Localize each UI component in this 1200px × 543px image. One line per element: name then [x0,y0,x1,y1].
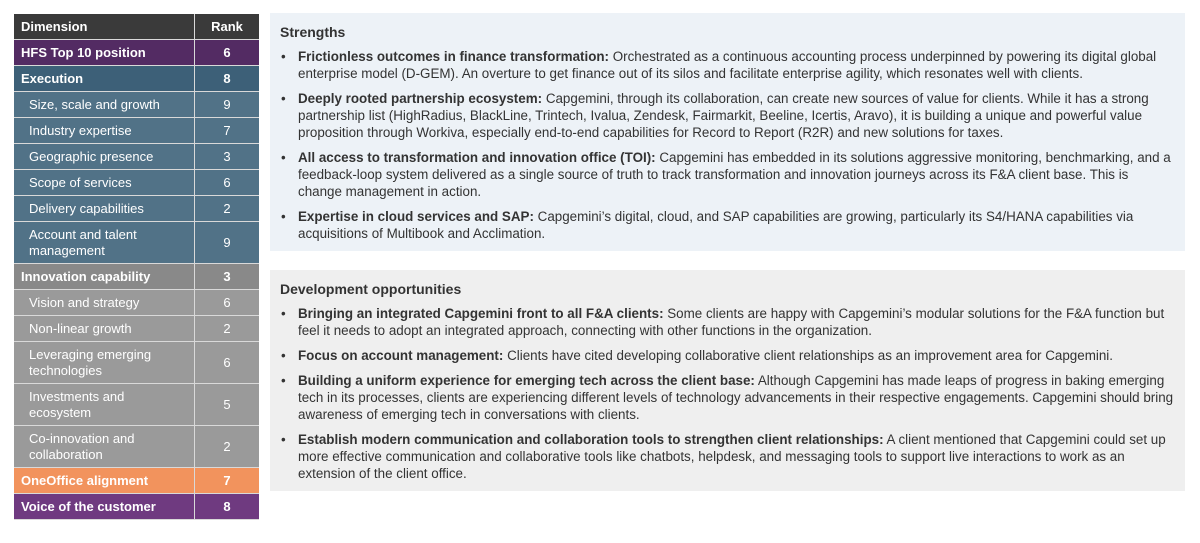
development-title: Development opportunities [280,281,462,297]
dimension-cell: Innovation capability [14,264,195,290]
dimension-cell: Delivery capabilities [14,196,195,222]
item-heading: Deeply rooted partnership ecosystem: [298,91,543,106]
bullet-icon: • [281,49,286,64]
table-row [14,144,259,170]
rank-cell: 2 [195,316,260,342]
bullet-icon: • [281,432,286,447]
list-item [280,48,1175,82]
item-heading: Focus on account management: [298,348,504,363]
table-row-oneoffice [14,468,259,494]
rank-cell: 9 [195,92,260,118]
rank-cell: 8 [195,66,260,92]
dimension-cell: Non-linear growth [14,316,195,342]
item-text: Capgemini’s digital, cloud, and SAP capabilities are growing, particularly its S4/HANA capabilities via acquisitions of Multibook and Acclimation. [298,209,1134,241]
dimension-header: Dimension [14,14,195,40]
bullet-icon: • [281,91,286,106]
list-item [280,149,1175,200]
dimension-cell: Size, scale and growth [14,92,195,118]
item-text: Capgemini has embedded in its solutions aggressive monitoring, benchmarking, and a feedback-loop system delivered as a single source of truth to track transformation and innovation journeys across its F&A client base. This is change management in action. [298,150,1171,199]
table-row [14,290,259,316]
list-item [280,305,1175,339]
dimension-cell: Voice of the customer [14,494,195,520]
bullet-icon: • [281,306,286,321]
item-text: Some clients are happy with Capgemini’s modular solutions for the F&A function but feel it needs to adopt an integrated approach, connecting with other functions in the organization. [298,306,1165,338]
development-list [280,305,1175,482]
dimension-cell: Leveraging emerging technologies [14,342,195,384]
dimension-cell: Co-innovation and collaboration [14,426,195,468]
rank-cell: 2 [195,196,260,222]
rank-cell: 3 [195,144,260,170]
dimension-cell: Investments and ecosystem [14,384,195,426]
table-row [14,170,259,196]
rank-cell: 2 [195,426,260,468]
list-item [280,431,1175,482]
list-item [280,347,1175,364]
rank-cell: 5 [195,384,260,426]
table-row [14,92,259,118]
table-row [14,426,259,468]
rank-cell: 9 [195,222,260,264]
list-item [280,372,1175,423]
table-row [14,316,259,342]
table-row [14,384,259,426]
dimension-cell: Industry expertise [14,118,195,144]
rank-header: Rank [195,14,260,40]
list-item [280,208,1175,242]
table-row-voice-of-customer [14,494,259,520]
bullet-icon: • [281,209,286,224]
development-opportunities-panel [270,270,1185,491]
item-text: Although Capgemini has made leaps of progress in baking emerging tech in its processes, clients are experiencing different levels of technology advancements in their respective engagements. Capgemini should bring awareness of emerging tech in conversations with clients. [298,373,1174,422]
rank-cell: 6 [195,40,260,66]
strengths-title: Strengths [280,24,346,40]
dimension-cell: HFS Top 10 position [14,40,195,66]
bullet-icon: • [281,348,286,363]
rank-cell: 6 [195,170,260,196]
table-row [14,196,259,222]
item-text: Clients have cited developing collaborative client relationships as an improvement area for Capgemini. [503,348,1113,363]
dimension-cell: Vision and strategy [14,290,195,316]
rank-cell: 6 [195,290,260,316]
rank-cell: 7 [195,118,260,144]
dimension-cell: Geographic presence [14,144,195,170]
item-heading: Frictionless outcomes in finance transformation: [298,49,610,64]
dimension-cell: Execution [14,66,195,92]
strengths-panel [270,13,1185,251]
table-row-innovation [14,264,259,290]
table-row [14,118,259,144]
rank-table [14,14,259,520]
rank-cell: 7 [195,468,260,494]
rank-cell: 8 [195,494,260,520]
bullet-icon: • [281,150,286,165]
item-text: A client mentioned that Capgemini could set up more effective communication and collaborative tools like chatbots, helpdesk, and messaging tools to support live interactions to work as an extension of the client office. [298,432,1166,481]
table-header-row [14,14,259,40]
item-text: Capgemini, through its collaboration, can create new sources of value for clients. While it has a strong partnership list (HighRadius, BlackLine, Trintech, Ivalua, Zendesk, Fairmarkit, Beeline, Icertis, Aravo), it is building a unique and powerful value proposition through Workiva, especially end-to-end capabilities for Record to Report (R2R) and new solutions for taxes. [298,91,1149,140]
bullet-icon: • [281,373,286,388]
table-row-hfs-top10 [14,40,259,66]
item-text: Orchestrated as a continuous accounting process underpinned by powering its digital global enterprise model (D-GEM). An overture to get finance out of its silos and facilitate enterprise agility, which resonates well with clients. [298,49,1157,81]
table-row-execution [14,66,259,92]
list-item [280,90,1175,141]
dimension-cell: OneOffice alignment [14,468,195,494]
table-row [14,342,259,384]
dimension-cell: Scope of services [14,170,195,196]
item-heading: Building a uniform experience for emerging tech across the client base: [298,373,755,388]
item-heading: Bringing an integrated Capgemini front to all F&A clients: [298,306,664,321]
strengths-list [280,48,1175,242]
rank-cell: 6 [195,342,260,384]
item-heading: Expertise in cloud services and SAP: [298,209,534,224]
item-heading: Establish modern communication and collaboration tools to strengthen client relationships: [298,432,884,447]
item-heading: All access to transformation and innovation office (TOI): [298,150,656,165]
table-row [14,222,259,264]
rank-cell: 3 [195,264,260,290]
dimension-cell: Account and talent management [14,222,195,264]
